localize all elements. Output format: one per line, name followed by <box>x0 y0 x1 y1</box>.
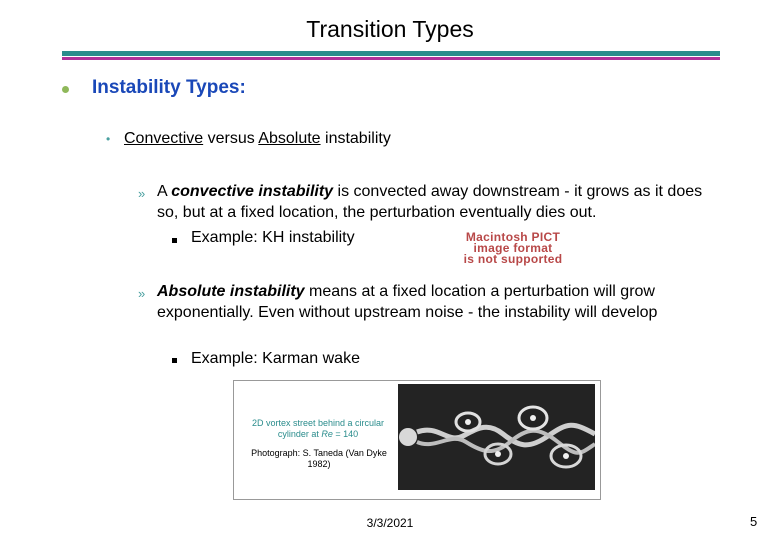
vortex-street-photo <box>398 384 595 490</box>
example-karman: Example: Karman wake <box>191 350 360 367</box>
caption-text-2: = 140 <box>332 429 359 439</box>
para2-emphasis: Absolute instability <box>157 283 305 300</box>
pict-line-1: Macintosh PICT <box>465 230 561 244</box>
caption-text-1: 2D vortex street behind a circular cylinder at <box>251 418 385 439</box>
square-bullet-icon <box>172 238 177 243</box>
square-bullet-icon <box>172 358 177 363</box>
chevron-right-icon: » <box>138 186 146 201</box>
page-number: 5 <box>750 514 758 529</box>
term-absolute: Absolute <box>258 130 321 147</box>
pict-unsupported-placeholder <box>436 232 590 270</box>
para2-body: means at a fixed location a perturbation will grow exponentially. Even without upstream noise - the instability will develop <box>157 283 658 321</box>
bullet-small-icon: • <box>106 132 111 146</box>
paragraph-convective <box>157 181 727 223</box>
footer-date: 3/3/2021 <box>366 516 414 530</box>
caption-re: Re <box>321 429 333 439</box>
para1-prefix: A <box>157 183 172 200</box>
subheading-middle: versus <box>203 130 259 147</box>
slide-title: Transition Types <box>306 16 474 42</box>
term-convective: Convective <box>124 130 204 147</box>
paragraph-absolute <box>157 281 727 323</box>
pict-line-3: is not supported <box>463 252 563 266</box>
para1-emphasis: convective instability <box>171 183 334 200</box>
example-kh: Example: KH instability <box>191 229 355 246</box>
chevron-right-icon: » <box>138 286 146 301</box>
subheading-convective-vs-absolute <box>124 130 391 148</box>
pict-line-2: image format <box>473 241 553 255</box>
subheading-suffix: instability <box>320 130 391 147</box>
heading-instability-types: Instability Types: <box>92 77 246 98</box>
para1-body: is convected away downstream - it grows as it does so, but at a fixed location, the perturbation eventually dies out. <box>157 183 703 221</box>
title-rule-magenta <box>62 57 720 60</box>
title-rule-teal <box>62 51 720 56</box>
bullet-dot-icon <box>62 86 69 93</box>
figure-credit: Photograph: S. Taneda (Van Dyke 1982) <box>251 448 387 469</box>
figure-caption <box>241 418 395 440</box>
